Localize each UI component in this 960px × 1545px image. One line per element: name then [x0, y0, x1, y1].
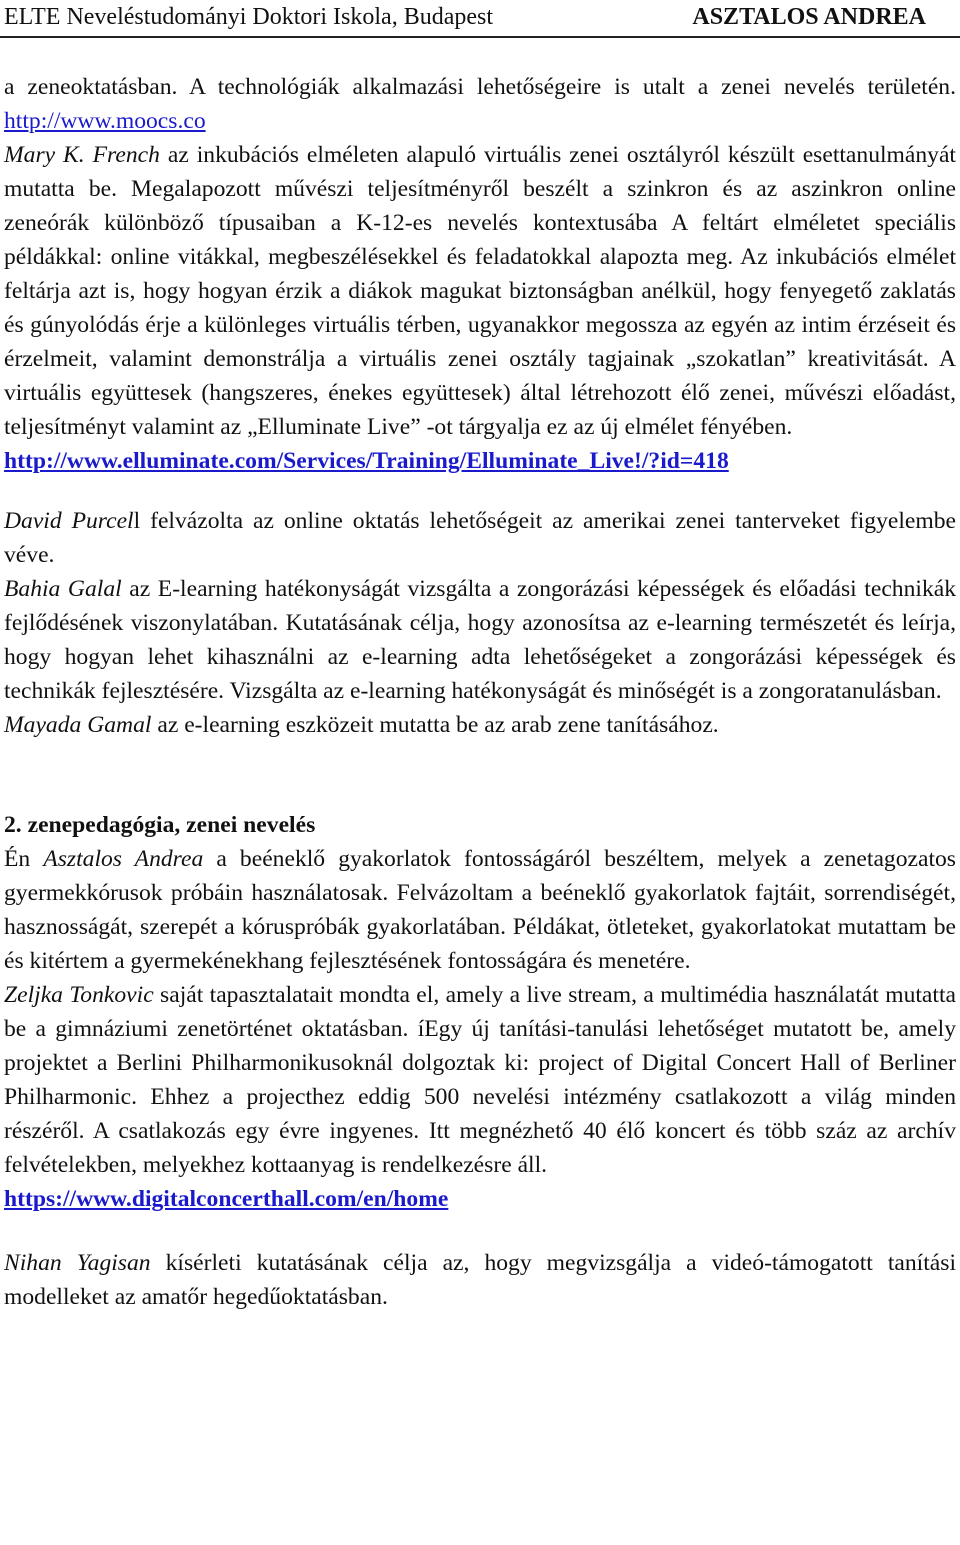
- paragraph-text: kísérleti kutatásának célja az, hogy megvizsgálja a videó-támogatott tanítási modelleket az amatőr hegedűoktatásban.: [4, 1250, 956, 1310]
- paragraph: [4, 70, 956, 138]
- spacer: [4, 478, 956, 504]
- digitalconcerthall-link[interactable]: https://www.digitalconcerthall.com/en/home: [4, 1186, 449, 1212]
- paragraph: [4, 842, 956, 978]
- paragraph-text: a beéneklő gyakorlatok fontosságáról beszéltem, melyek a zenetagozatos gyermekkórusok próbáin használatosak. Felvázoltam a beéneklő gyakorlatok fajtáit, sorrendiségét, hasznosságát, szerepét a kóruspróbák gyakorlatában. Példákat, ötleteket, gyakorlatokat mutattam be és kitértem a gyermekénekhang fejlesztésének fontosságára és menetére.: [4, 846, 956, 974]
- paragraph-text: saját tapasztalatait mondta el, amely a live stream, a multimédia használatát mutatta be a gimnáziumi zenetörténet oktatásban. íEgy új tanítási-tanulási lehetőséget mutatott be, amely projektet a Berlini Philharmonikusoknál dolgoztak ki: project of Digital Concert Hall of Berliner Philharmonic. Ehhez a projecthez eddig 500 nevelési intézmény csatlakozott a világ minden részéről. A csatlakozás egy évre ingyenes. Itt megnézhető 40 élő koncert és több száz az archív felvételekben, melyekhez kottaanyag is rendelkezésre áll.: [4, 982, 956, 1178]
- header-divider: [0, 36, 960, 38]
- paragraph-text: Én: [4, 846, 31, 872]
- person-name: Mayada Gamal: [4, 712, 152, 738]
- paragraph-text: a zeneoktatásban. A technológiák alkalmazási lehetőségeire is utalt a zenei nevelés területén.: [4, 74, 956, 100]
- section-heading: 2. zenepedagógia, zenei nevelés: [4, 812, 316, 838]
- elluminate-link[interactable]: http://www.elluminate.com/Services/Training/Elluminate_Live!/?id=418: [4, 448, 729, 474]
- person-name: David Purcel: [4, 508, 134, 534]
- spacer: [4, 1216, 956, 1246]
- paragraph-text: az e-learning eszközeit mutatta be az arab zene tanításához.: [157, 712, 719, 738]
- person-name: Zeljka Tonkovic: [4, 982, 154, 1008]
- paragraph: [4, 1246, 956, 1314]
- paragraph: [4, 978, 956, 1182]
- spacer: [4, 742, 956, 808]
- moocs-link[interactable]: http://www.moocs.co: [4, 108, 206, 134]
- document-body: [4, 70, 956, 1314]
- paragraph: [4, 572, 956, 708]
- person-name: Mary K. French: [4, 142, 160, 168]
- person-name: Nihan Yagisan: [4, 1250, 151, 1276]
- page-header: [4, 0, 956, 34]
- header-author: ASZTALOS ANDREA: [692, 4, 926, 30]
- paragraph-text: l felvázolta az online oktatás lehetőségeit az amerikai zenei tanterveket figyelembe véve.: [4, 508, 956, 568]
- paragraph-text: az E-learning hatékonyságát vizsgálta a zongorázási képességek és előadási technikák fejlődésének viszonylatában. Kutatásának célja, hogy azonosítsa az e-learning természetét és leírja, hogy hogyan lehet kihasználni az e-learning adta lehetőségeket a zongorázási képességek és technikák fejlesztésére. Vizsgálta az e-learning hatékonyságát és minőségét is a zongoratanulásban.: [4, 576, 957, 704]
- paragraph: [4, 504, 956, 572]
- header-institution: ELTE Neveléstudományi Doktori Iskola, Budapest: [4, 4, 494, 30]
- paragraph: [4, 138, 956, 444]
- paragraph: [4, 444, 956, 478]
- paragraph: [4, 1182, 956, 1216]
- person-name: Bahia Galal: [4, 576, 122, 602]
- paragraph-text: az inkubációs elméleten alapuló virtuális zenei osztályról készült esettanulmányát mutatta be. Megalapozott művészi teljesítményről beszélt a szinkron és az aszinkron online zeneórák különböző típusaiban a K-12-es nevelés kontextusába A feltárt elméletet speciális példákkal: online vitákkal, megbeszélésekkel és feladatokkal alapozta meg. Az inkubációs elmélet feltárja azt is, hogy hogyan érzik a diákok magukat biztonságban anélkül, hogy fenyegető zaklatás és gúnyolódás érje a különleges virtuális térben, ugyanakkor megossza az egyén az intim érzéseit és érzelmeit, valamint demonstrálja a virtuális zenei osztály tagjainak „szokatlan” kreativitását. A virtuális együttesek (hangszeres, énekes együttesek) által létrehozott élő zenei, művészi előadást, teljesítményt valamint az „Elluminate Live” -ot tárgyalja ez az új elmélet fényében.: [4, 142, 956, 440]
- person-name: Asztalos Andrea: [43, 846, 204, 872]
- paragraph: [4, 708, 956, 742]
